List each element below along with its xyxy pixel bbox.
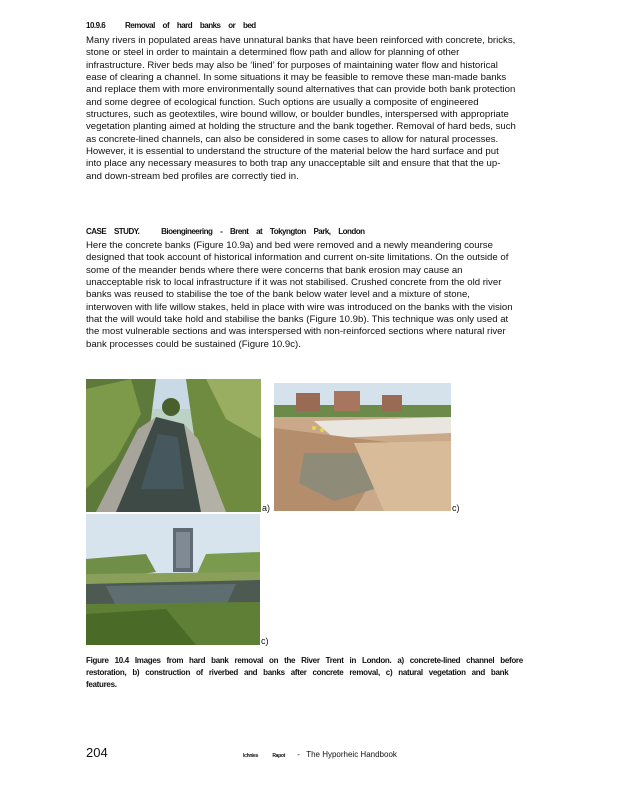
section-heading bbox=[86, 21, 256, 30]
case-study-label: CASE STUDY. bbox=[86, 227, 140, 236]
figure-caption-text: Figure 10.4 Images from hard bank removal on the River Trent in London. a) concrete-lined channel before restoration, b) construction of riverbed and banks after concrete removal, c) natural vegetation and bank features. bbox=[86, 656, 523, 689]
case-study-heading bbox=[86, 227, 365, 236]
footer-separator: - bbox=[297, 750, 300, 759]
section-title: Removal of hard banks or bed bbox=[124, 21, 256, 30]
photo-natural-vegetation bbox=[86, 514, 260, 645]
case-study-text: Here the concrete banks (Figure 10.9a) and bed were removed and a newly meandering course designed that took account of historical information and current on-site limitations. On the outside of some of the meander bends where there were concerns that bank erosion may cause an unacceptable risk to local infrastructure if it was not stabilised. Crushed concrete from the old river banks was reused to stabilise the toe of the bank below water level and a mixture of stone, interwoven with life willow stakes, held in place with wire was introduced on the banks with the vision that the will would take hold and stabilise the banks (Figure 10.9b). This technique was only used at the most vulnerable sections and was interspersed with non-reinforced sections where natural river bank processes could be sustained (Figure 10.9c). bbox=[86, 240, 513, 350]
running-footer bbox=[243, 750, 397, 759]
paragraph-text: Many rivers in populated areas have unnatural banks that have been reinforced with concrete, bricks, stone or steel in order to maintain a determined flow path and allow for planning of other infrastructure. River beds may also be ‘lined’ for purposes of maintaining water flow and historical ease of clearing a channel. In some situations it may be feasible to remove these man-made banks and replace them with more environmentally sound alternatives that can provide both bank protection and some degree of ecological function. Such options are usually a composite of engineered structures, such as geotextiles, wire bound willow, or boulder bundles, interspersed with appropriate vegetation planting aimed at holding the structure and the bank together. Removal of hard beds, such as concrete-lined channels, can also be considered in some cases to allow for natural processes. However, it is essential to understand the structure of the material below the hard surface and put into place any necessary measures to both trap any unacceptable silt and ensure that that the up- and down-stream bed profiles are correctly tied in. bbox=[86, 35, 516, 182]
footer-small-a: Ichnies bbox=[243, 753, 259, 759]
footer-small-b: Rapot bbox=[272, 753, 286, 759]
body-paragraph bbox=[86, 35, 516, 183]
page-number: 204 bbox=[86, 745, 108, 760]
section-number: 10.9.6 bbox=[86, 21, 106, 30]
footer-book-title: The Hyporheic Handbook bbox=[306, 750, 397, 759]
figure-caption bbox=[86, 655, 526, 691]
case-study-paragraph bbox=[86, 240, 516, 351]
case-study-title: Bioengineering - Brent at Tokyngton Park, London bbox=[161, 227, 365, 236]
figure-label-b: c) bbox=[452, 503, 460, 513]
figure-label-c: c) bbox=[261, 636, 269, 646]
photo-construction bbox=[274, 383, 451, 511]
figure-label-a: a) bbox=[262, 503, 271, 513]
photo-concrete-channel bbox=[86, 379, 261, 512]
